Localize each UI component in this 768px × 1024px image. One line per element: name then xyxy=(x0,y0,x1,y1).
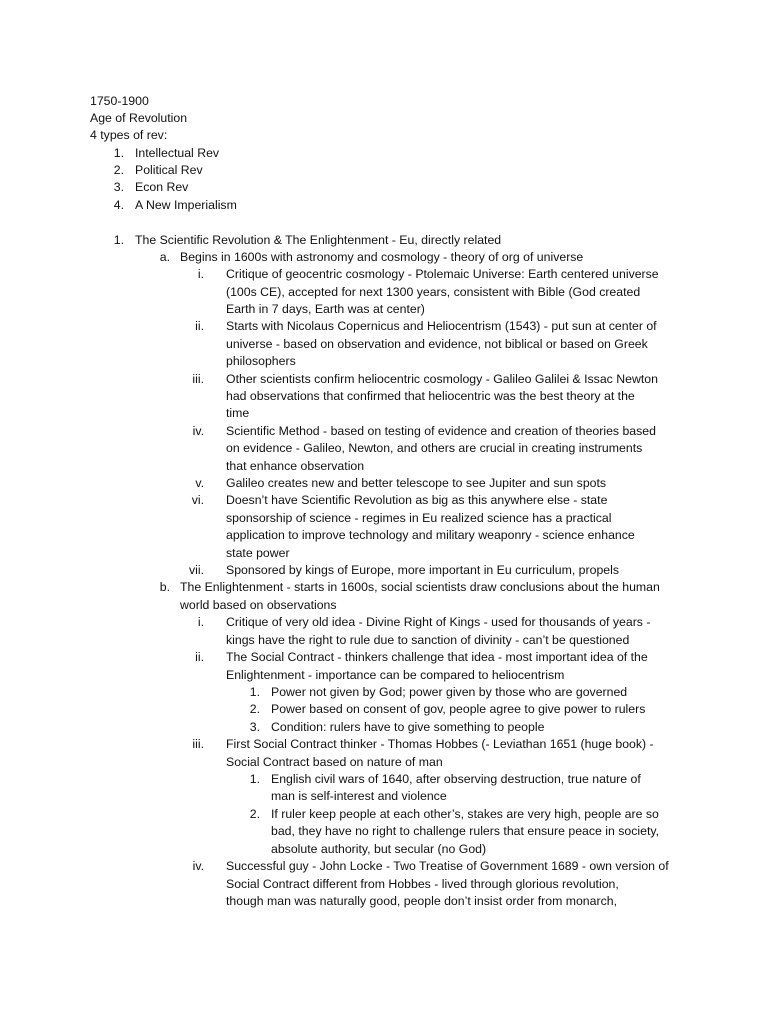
list-marker: i. xyxy=(197,615,204,629)
list-item-line: Sponsored by kings of Europe, more important in Eu curriculum, propels xyxy=(226,563,620,577)
list-item-line: Power based on consent of gov, people agree to give power to rulers xyxy=(271,702,646,716)
list-item-line: Other scientists confirm heliocentric cosmology - Galileo Galilei & Issac Newton xyxy=(226,372,658,386)
list-item-line: time xyxy=(226,406,250,420)
list-marker: i. xyxy=(197,267,204,281)
list-item-line: on evidence - Galileo, Newton, and others are crucial in creating instruments xyxy=(226,441,643,455)
list-item-line: Social Contract different from Hobbes - lived through glorious revolution, xyxy=(226,877,619,891)
list-item-line: though man was naturally good, people don’t insist order from monarch, xyxy=(226,894,617,908)
list-item-line: Successful guy - John Locke - Two Treatise of Government 1689 - own version of xyxy=(226,859,669,873)
list-marker: ii. xyxy=(195,319,204,333)
list-marker: b. xyxy=(159,580,170,594)
list-marker: 3. xyxy=(249,720,260,734)
list-item-line: Critique of geocentric cosmology - Ptolemaic Universe: Earth centered universe xyxy=(226,267,659,281)
section-heading: The Scientific Revolution & The Enlightenment - Eu, directly related xyxy=(135,233,502,247)
list-marker: iv. xyxy=(192,859,204,873)
list-item-line: had observations that confirmed that heliocentric was the best theory at the xyxy=(226,389,635,403)
list-marker: 1. xyxy=(113,233,124,247)
date-range: 1750-1900 xyxy=(90,94,149,108)
list-item: Intellectual Rev xyxy=(135,146,220,160)
list-item-line: Doesn’t have Scientific Revolution as big as this anywhere else - state xyxy=(226,493,608,507)
list-marker: a. xyxy=(159,250,170,264)
list-item-line: universe - based on observation and evidence, not biblical or based on Greek xyxy=(226,337,648,351)
list-marker: 1. xyxy=(249,685,260,699)
list-item-line: If ruler keep people at each other’s, stakes are very high, people are so xyxy=(271,807,659,821)
list-item-line: Power not given by God; power given by those who are governed xyxy=(271,685,628,699)
types-label: 4 types of rev: xyxy=(90,128,168,142)
list-item-line: The Social Contract - thinkers challenge that idea - most important idea of the xyxy=(226,650,648,664)
list-item-line: Starts with Nicolaus Copernicus and Heliocentrism (1543) - put sun at center of xyxy=(226,319,657,333)
list-item-line: Enlightenment - importance can be compared to heliocentrism xyxy=(226,668,565,682)
list-marker: iii. xyxy=(192,372,204,386)
list-marker: iv. xyxy=(192,424,204,438)
list-item-line: The Enlightenment - starts in 1600s, social scientists draw conclusions about the human xyxy=(180,580,660,594)
list-item-line: absolute authority, but secular (no God) xyxy=(271,842,487,856)
list-item-line: world based on observations xyxy=(180,598,337,612)
list-item-line: application to improve technology and military weaponry - science enhance xyxy=(226,528,635,542)
list-item-line: English civil wars of 1640, after observing destruction, true nature of xyxy=(271,772,641,786)
list-marker: 4. xyxy=(113,198,124,212)
list-item-line: (100s CE), accepted for next 1300 years, consistent with Bible (God created xyxy=(226,285,641,299)
list-item-line: kings have the right to rule due to sanction of divinity - can’t be questioned xyxy=(226,633,630,647)
list-item-line: First Social Contract thinker - Thomas Hobbes (- Leviathan 1651 (huge book) - xyxy=(226,737,654,751)
list-marker: 1. xyxy=(113,146,124,160)
list-item-line: Condition: rulers have to give something to people xyxy=(271,720,545,734)
list-marker: 1. xyxy=(249,772,260,786)
list-item: Political Rev xyxy=(135,163,203,177)
list-item-line: state power xyxy=(226,546,290,560)
list-marker: 2. xyxy=(249,807,260,821)
list-item-line: Scientific Method - based on testing of evidence and creation of theories based xyxy=(226,424,656,438)
list-item-line: Critique of very old idea - Divine Right of Kings - used for thousands of years - xyxy=(226,615,651,629)
list-item-line: Social Contract based on nature of man xyxy=(226,755,443,769)
page-title: Age of Revolution xyxy=(90,111,188,125)
list-item-line: Galileo creates new and better telescope to see Jupiter and sun spots xyxy=(226,476,607,490)
list-marker: ii. xyxy=(195,650,204,664)
list-marker: iii. xyxy=(192,737,204,751)
list-item-line: sponsorship of science - regimes in Eu realized science has a practical xyxy=(226,511,612,525)
list-marker: 3. xyxy=(113,180,124,194)
list-item-line: that enhance observation xyxy=(226,459,365,473)
list-item: Begins in 1600s with astronomy and cosmology - theory of org of universe xyxy=(180,250,584,264)
list-marker: 2. xyxy=(113,163,124,177)
list-marker: vi. xyxy=(191,493,204,507)
list-marker: vii. xyxy=(188,563,204,577)
list-item-line: bad, they have no right to challenge rulers that ensure peace in society, xyxy=(271,824,660,838)
list-item-line: Earth in 7 days, Earth was at center) xyxy=(226,302,425,316)
list-item-line: man is self-interest and violence xyxy=(271,789,447,803)
list-marker: 2. xyxy=(249,702,260,716)
list-item: Econ Rev xyxy=(135,180,189,194)
list-marker: v. xyxy=(195,476,204,490)
list-item: A New Imperialism xyxy=(135,198,237,212)
list-item-line: philosophers xyxy=(226,354,296,368)
